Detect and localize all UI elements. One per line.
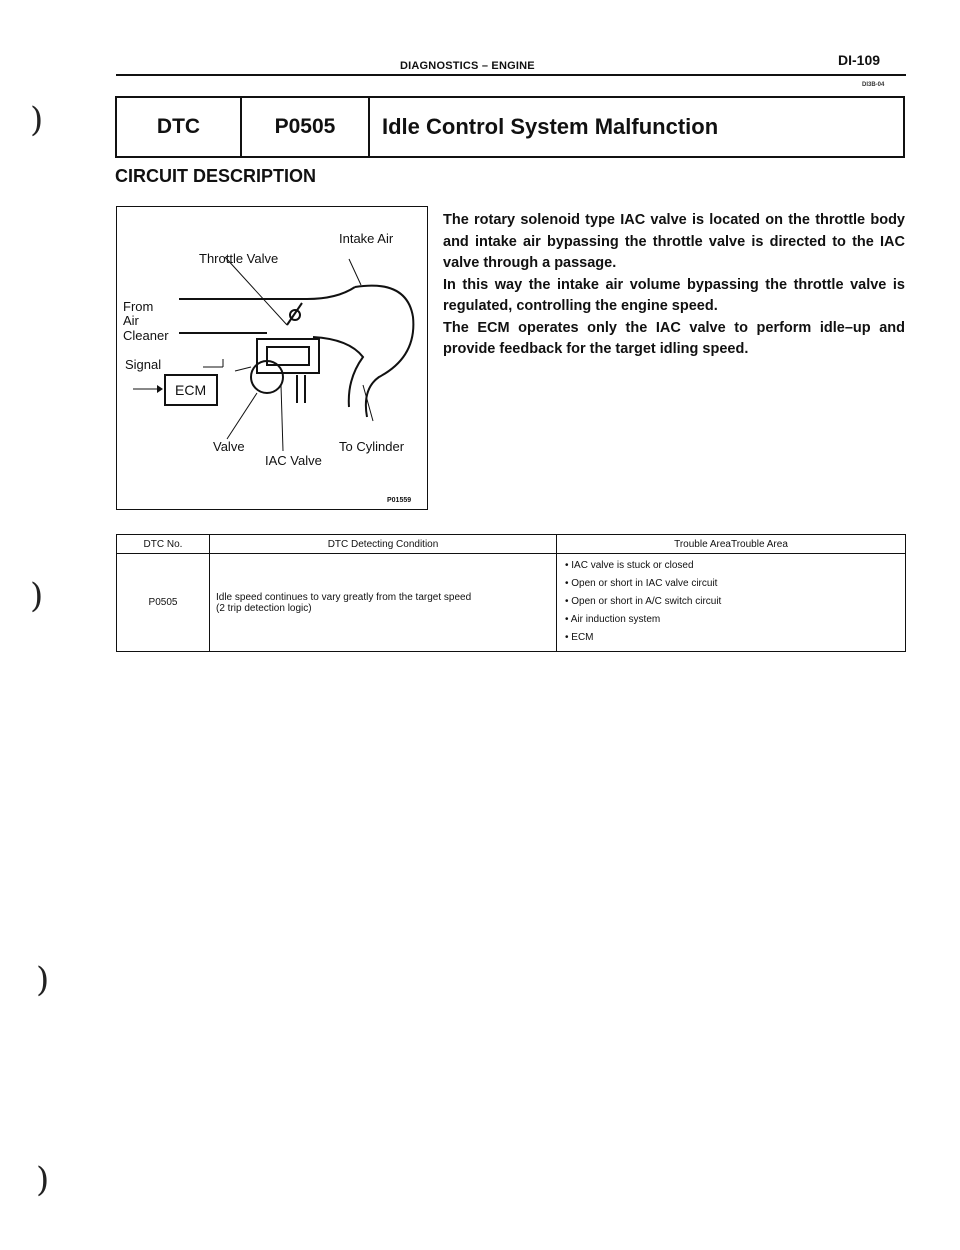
section-title-circuit-description: CIRCUIT DESCRIPTION <box>115 166 317 186</box>
page-number: DI-109 <box>838 52 881 68</box>
list-item: • Open or short in A/C switch circuit <box>565 593 905 611</box>
cell-detecting-condition <box>210 554 557 652</box>
label-ecm: ECM <box>175 382 207 398</box>
dtc-title: Idle Control System Malfunction <box>382 114 719 139</box>
margin-mark: ) <box>36 960 50 1000</box>
trouble-area-list <box>565 557 905 647</box>
cell-dtc-no: P0505 <box>117 554 210 652</box>
condition-line: (2 trip detection logic) <box>216 602 312 614</box>
circuit-description-text <box>443 210 905 361</box>
label-signal: Signal <box>125 357 162 372</box>
table-header-row <box>117 535 906 554</box>
label-from: From <box>123 299 154 314</box>
description-paragraph: The ECM operates only the IAC valve to perform idle–up and provide feedback for the target idling speed. <box>443 319 905 357</box>
label-iac-valve: IAC Valve <box>265 453 322 468</box>
margin-mark: ) <box>30 576 44 616</box>
label-cleaner: Cleaner <box>123 328 169 343</box>
description-paragraph: In this way the intake air volume bypassing the throttle valve is regulated, controlling the engine speed. <box>443 276 905 314</box>
circuit-diagram <box>116 206 428 510</box>
label-to-cylinder: To Cylinder <box>339 439 405 454</box>
dtc-code: P0505 <box>242 98 370 156</box>
figure-code: P01559 <box>387 497 412 504</box>
margin-mark: ) <box>30 100 44 140</box>
label-intake-air: Intake Air <box>339 231 394 246</box>
dtc-label: DTC <box>117 98 242 156</box>
header-section-title: DIAGNOSTICS – ENGINE <box>400 60 535 72</box>
table-row <box>117 554 906 652</box>
list-item: • Air induction system <box>565 611 905 629</box>
header-detecting-condition: DTC Detecting Condition <box>210 535 557 554</box>
description-paragraph: The rotary solenoid type IAC valve is located on the throttle body and intake air bypassing the throttle valve is directed to the IAC valve through a passage. <box>443 212 905 271</box>
label-air: Air <box>123 313 139 328</box>
list-item: • Open or short in IAC valve circuit <box>565 575 905 593</box>
dtc-title-bar <box>115 96 905 158</box>
condition-line: Idle speed continues to vary greatly from the target speed <box>216 591 472 603</box>
document-code: DI3B-04 <box>862 82 885 88</box>
margin-mark: ) <box>36 1160 50 1200</box>
header-divider <box>116 74 906 76</box>
label-valve: Valve <box>213 439 245 454</box>
header-dtc-no: DTC No. <box>117 535 210 554</box>
list-item: • IAC valve is stuck or closed <box>565 557 905 575</box>
dtc-table <box>116 534 906 652</box>
cell-trouble-area <box>557 554 906 652</box>
header-trouble-area: Trouble AreaTrouble Area <box>557 535 906 554</box>
list-item: • ECM <box>565 629 905 647</box>
label-throttle-valve: Throttle Valve <box>199 251 279 266</box>
